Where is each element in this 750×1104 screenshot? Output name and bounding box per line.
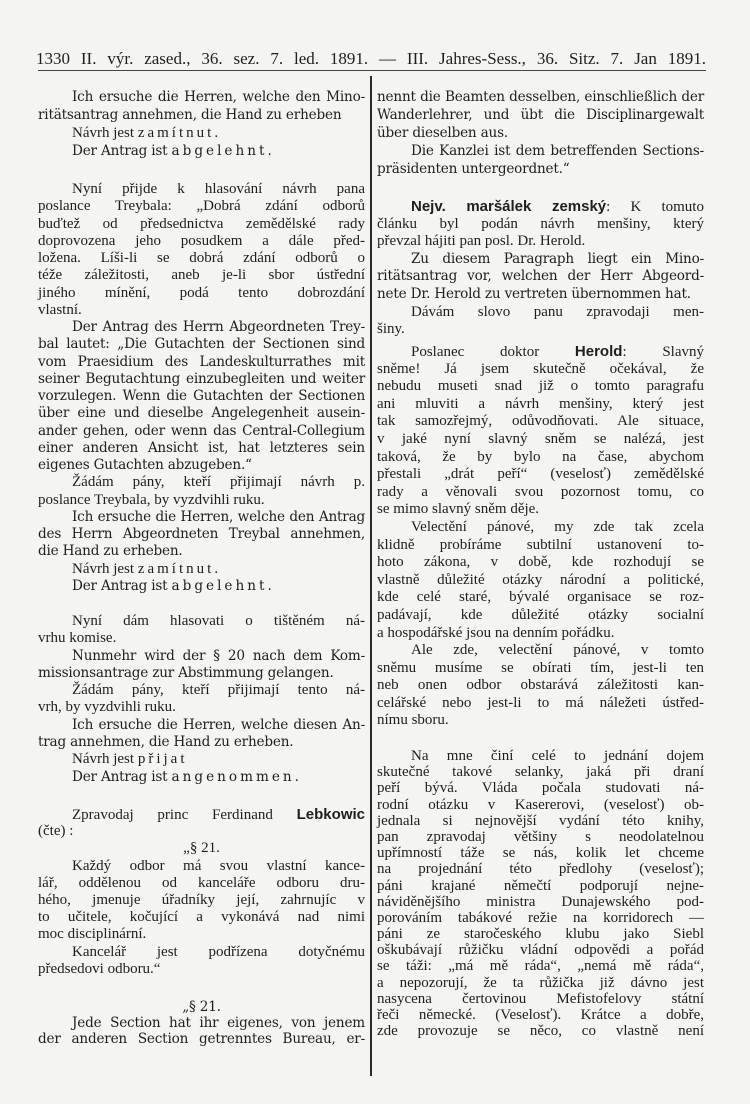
text-line — [38, 198, 365, 215]
text-line — [377, 625, 704, 643]
text-segment: rady a věnovali svou pozornost tomu, co — [377, 483, 704, 500]
text-segment: Velectění pánové, my zde tak zcela — [411, 518, 704, 535]
text-line — [377, 1007, 704, 1023]
text-segment: jiného mínění, podá tento dobrozdání — [38, 284, 365, 301]
paragraph — [377, 198, 704, 251]
left-column-block-4 — [38, 806, 365, 978]
text-segment: nasycena čertovinou Mefistofelovy státní — [377, 990, 704, 1007]
text-line — [38, 769, 365, 786]
left-column-block-3 — [38, 613, 365, 786]
text-segment: a nepozorují, že ta růžička již dávno jest — [377, 974, 704, 991]
text-line — [377, 894, 704, 910]
text-segment: Der Antrag des Herrn Abgeordneten Trey- — [72, 319, 365, 335]
text-line — [377, 695, 704, 713]
text-segment: přestali „drát peří“ (veselosť) zemědělské — [377, 466, 704, 483]
text-line — [377, 829, 704, 845]
paragraph — [377, 251, 704, 304]
text-line — [38, 806, 365, 823]
text-line — [377, 780, 704, 796]
text-line — [38, 354, 365, 371]
text-segment: buďtež od předsednictva zemědělské rady — [38, 215, 365, 232]
text-line — [38, 1031, 365, 1047]
text-segment: taková, že by bylo na čase, abychom — [377, 448, 704, 465]
text-segment: präsidenten untergeordnet.“ — [377, 161, 570, 177]
text-line — [38, 999, 365, 1015]
text-segment: ložena. Líši-li se dobrá zdání odborů o — [38, 250, 365, 266]
text-line — [377, 449, 704, 467]
text-segment: „§ 21. — [183, 840, 220, 857]
text-segment: oškubávají růžičku vládní odpovědi a pořád — [377, 942, 704, 959]
text-line — [377, 813, 704, 829]
text-line — [377, 88, 704, 106]
text-segment: : Slavný — [622, 344, 704, 360]
text-segment: poslance Treybala: „Dobrá zdání odborů — [38, 198, 365, 215]
text-segment: v jaké nyní slavný sněm se nalézá, jest — [377, 430, 704, 447]
text-line — [377, 396, 704, 414]
text-line — [38, 216, 365, 233]
text-line — [377, 861, 704, 877]
paragraph — [38, 1015, 365, 1047]
text-line — [38, 457, 365, 474]
paragraph — [377, 304, 704, 339]
text-line — [377, 431, 704, 449]
text-line — [38, 88, 365, 106]
paragraph — [38, 319, 365, 474]
text-line — [377, 958, 704, 974]
text-segment: eigenes Gutachten abzugeben.“ — [38, 457, 252, 473]
emphasized-word: angenommen — [171, 768, 295, 785]
text-segment: des Herrn Abgeordneten Treybal annehmen, — [38, 526, 365, 542]
header-rule — [38, 70, 706, 71]
text-segment: Der Antrag ist — [72, 577, 172, 594]
emphasized-word: zamítnut — [137, 560, 215, 577]
text-segment: Kancelář jest podřízena dotyčnému — [72, 943, 365, 960]
text-segment: Die Kanzlei ist dem betreffenden Sections- — [411, 143, 704, 159]
text-line — [377, 607, 704, 625]
paragraph — [38, 717, 365, 752]
text-line — [38, 267, 365, 284]
paragraph — [38, 142, 365, 160]
text-segment: nebudu museti snad již o tomto paragrafu — [377, 378, 704, 395]
text-line — [377, 343, 704, 361]
paragraph — [377, 343, 704, 519]
text-segment: sněme! Já jsem skutečně očekával, že — [377, 360, 704, 377]
text-segment: der anderen Section getrenntes Bureau, er- — [38, 1031, 365, 1047]
paragraph — [377, 642, 704, 730]
paragraph — [38, 561, 365, 578]
text-segment: Návrh jest — [72, 751, 138, 768]
paragraph — [38, 944, 365, 978]
text-segment: Návrh jest — [72, 125, 138, 141]
text-line — [38, 926, 365, 943]
text-line — [377, 361, 704, 379]
text-segment: Návrh jest — [72, 560, 138, 577]
text-line — [38, 181, 365, 198]
text-segment: vrhu komise. — [38, 630, 117, 647]
text-line — [377, 304, 704, 322]
text-segment: a hospodářské jsou na denním pořádku. — [377, 624, 615, 641]
text-line — [377, 268, 704, 286]
text-segment: Žádám pány, kteří přijimají návrh p. — [72, 474, 365, 491]
text-line — [38, 875, 365, 892]
text-line — [38, 423, 365, 440]
text-segment: Der Antrag ist — [72, 143, 172, 159]
text-line — [377, 413, 704, 431]
text-line — [377, 660, 704, 678]
left-column-block-5 — [38, 999, 365, 1047]
text-line — [377, 160, 704, 178]
text-line — [377, 142, 704, 160]
text-line — [377, 797, 704, 813]
text-line — [377, 910, 704, 926]
text-segment: Wanderlehrer, und übt die Disciplinargewalt — [377, 107, 704, 123]
text-segment: Zpravodaj princ Ferdinand — [72, 807, 297, 823]
text-segment: missionsantrage zur Abstimmung gelangen. — [38, 664, 334, 681]
text-segment: ander gehen, oder wenn das Central-Collegium — [38, 422, 365, 439]
text-line — [377, 321, 704, 339]
text-line — [38, 578, 365, 595]
speaker-name: Lebkowic — [296, 806, 365, 823]
text-segment: upřímností táže se nás, kolik let chceme — [377, 845, 704, 862]
text-segment: Žádám pány, kteří přijimají tento ná- — [72, 682, 365, 699]
text-line — [38, 142, 365, 160]
paragraph — [38, 578, 365, 595]
text-line — [38, 858, 365, 875]
text-line — [38, 509, 365, 526]
text-line — [38, 892, 365, 909]
text-segment: Der Antrag ist — [72, 768, 172, 785]
text-line — [38, 665, 365, 682]
text-line — [377, 764, 704, 780]
text-line — [377, 501, 704, 519]
text-segment: vlastně důležité otázky národní a politické, — [377, 571, 704, 588]
text-segment: Zu diesem Paragraph liegt ein Mino- — [411, 250, 704, 267]
text-segment: to učitele, kočující a vykonává nad nimi — [38, 909, 365, 926]
paragraph — [38, 509, 365, 561]
paragraph — [38, 806, 365, 840]
text-line — [38, 526, 365, 543]
text-segment: Nyní dám hlasovati o tištěném ná- — [72, 613, 365, 629]
left-column-block-2 — [38, 181, 365, 595]
text-segment: doprovozena jeho posudkem a dále před- — [38, 232, 365, 249]
text-line — [377, 537, 704, 555]
text-line — [38, 388, 365, 405]
text-line — [38, 561, 365, 578]
paragraph — [38, 124, 365, 142]
text-segment: lář, oddělenou od kanceláře odboru dru- — [38, 874, 365, 891]
paragraph — [38, 682, 365, 717]
text-line — [377, 845, 704, 861]
text-segment: náviděnějšího ministra Dunajewského pod- — [377, 893, 704, 910]
text-segment: kde celé staré, bývalé organisace se roz- — [377, 589, 704, 606]
paragraph — [38, 181, 365, 319]
text-segment: (čte) : — [38, 823, 74, 840]
text-segment: šiny. — [377, 321, 405, 338]
text-segment: tak samozřejmý, odůvodňovati. Ale situace, — [377, 413, 704, 430]
text-segment: trag annehmen, die Hand zu erheben. — [38, 734, 294, 751]
text-line — [377, 712, 704, 730]
speaker-name: Nejv. maršálek zemský — [411, 198, 607, 215]
text-line — [377, 589, 704, 607]
text-line — [377, 519, 704, 537]
text-segment: nete Dr. Herold zu vertreten übernommen hat. — [377, 285, 691, 302]
text-line — [377, 466, 704, 484]
text-segment: ritätsantrag vor, welchen der Herr Abgeord- — [377, 268, 704, 285]
text-segment: Poslanec doktor — [411, 344, 575, 360]
text-segment: einer anderen Ansicht ist, hat letzteres sein — [38, 439, 365, 456]
text-line — [38, 613, 365, 630]
text-segment: jednala si nejnovější vydání této knihy, — [377, 812, 704, 829]
text-segment: . — [214, 125, 219, 141]
text-line — [38, 233, 365, 250]
text-segment: Na mne činí celé to jednání dojem — [411, 748, 704, 764]
paragraph — [38, 769, 365, 786]
text-line — [38, 699, 365, 716]
text-segment: vrh, by vyzdvihli ruku. — [38, 699, 176, 716]
paragraph — [377, 88, 704, 142]
text-line — [377, 378, 704, 396]
text-segment: Ale zde, velectění pánové, v tomto — [411, 642, 704, 659]
right-column-block-4 — [377, 748, 704, 1039]
text-line — [377, 1023, 704, 1039]
text-line — [38, 734, 365, 751]
text-segment: ani mluviti a návrh menšiny, který jest — [377, 395, 704, 412]
text-line — [377, 484, 704, 502]
text-line — [38, 371, 365, 388]
text-segment: klidně probíráme subtilní ustanovení to- — [377, 536, 704, 553]
text-line — [38, 106, 365, 124]
text-line — [38, 1015, 365, 1031]
text-line — [377, 124, 704, 142]
text-line — [38, 250, 365, 267]
text-line — [38, 319, 365, 336]
text-segment: řeči německé. (Veselosť). Krátce a dobře, — [377, 1007, 704, 1023]
text-segment: zde provozuje se něco, co vlastně není — [377, 1023, 704, 1040]
text-segment: vom Praesidium des Landeskulturrathes mit — [38, 353, 365, 370]
column-divider — [370, 76, 372, 1076]
text-line — [377, 748, 704, 764]
text-segment: neb onen odbor obstarává záležitosti kan- — [377, 677, 704, 694]
text-line — [38, 302, 365, 319]
text-segment: die Hand zu erheben. — [38, 543, 183, 560]
text-segment: vorzulegen. Wenn die Gutachten der Sectionen — [38, 388, 365, 404]
text-line — [38, 840, 365, 857]
text-line — [377, 878, 704, 894]
text-line — [38, 961, 365, 978]
text-segment: článku byl podán návrh menšiny, který — [377, 215, 704, 232]
text-line — [38, 751, 365, 768]
page-header: 1330 II. výr. zased., 36. sez. 7. led. 1891. — III. Jahres-Sess., 36. Sitz. 7. Jan 1891. — [36, 49, 706, 68]
emphasized-word: abgelehnt — [171, 577, 268, 594]
text-line — [377, 926, 704, 942]
text-line — [38, 682, 365, 699]
text-segment: na projednání této předlohy (veselosť); — [377, 861, 704, 878]
text-segment: nímu sboru. — [377, 712, 449, 729]
paragraph — [377, 519, 704, 642]
text-segment: celářské nebo jest-li to má náležeti ústřed- — [377, 694, 704, 711]
paragraph — [38, 858, 365, 944]
paragraph — [38, 613, 365, 648]
text-segment: Nunmehr wird der § 20 nach dem Kom- — [72, 647, 365, 664]
text-segment: Ich ersuche die Herren, welche diesen An- — [72, 716, 365, 733]
text-segment: . — [214, 560, 219, 577]
text-segment: předsedovi odboru.“ — [38, 960, 161, 977]
text-segment: porováním tabákové režie na korridorech — — [377, 909, 704, 926]
text-segment: hého, jmenuje úřadníky její, zahrnujíc v — [38, 891, 365, 908]
text-line — [38, 124, 365, 142]
text-segment: Ich ersuche die Herren, welche den Antrag — [72, 508, 365, 525]
text-line — [38, 909, 365, 926]
text-segment: padávají, kde důležité otázky socialní — [377, 606, 704, 623]
paragraph — [377, 142, 704, 178]
text-line — [38, 944, 365, 961]
text-segment: vlastní. — [38, 301, 82, 318]
emphasized-word: přijat — [137, 751, 188, 768]
text-line — [38, 543, 365, 560]
text-segment: rodní otázku v Kasererovi, (veselosť) ob- — [377, 796, 704, 813]
text-line — [38, 440, 365, 457]
text-line — [377, 106, 704, 124]
text-segment: bal lautet: „Die Gutachten der Sectionen sind — [38, 336, 365, 353]
text-line — [377, 554, 704, 572]
section-heading — [38, 840, 365, 857]
emphasized-word: zamítnut — [137, 125, 215, 141]
text-segment: seiner Begutachtung einzubegleiten und weiter — [38, 370, 365, 387]
speaker-name: Herold — [574, 343, 623, 360]
text-segment: Dávám slovo panu zpravodaji men- — [411, 303, 704, 320]
text-line — [38, 717, 365, 734]
text-segment: páni krajané němečtí podporují nejne- — [377, 877, 704, 894]
text-segment: téže záležitosti, aneb je-li sbor ústřední — [38, 267, 365, 284]
text-segment: moc disciplinární. — [38, 926, 147, 943]
text-segment: peří bývá. Vláda počala studovati ná- — [377, 780, 704, 797]
text-line — [377, 233, 704, 251]
text-segment: . — [294, 768, 299, 785]
text-line — [38, 405, 365, 422]
text-line — [377, 216, 704, 234]
text-segment: Nyní přijde k hlasování návrh pana — [72, 181, 365, 197]
text-segment: páni ze staročeského klubu jako Siebl — [377, 926, 704, 943]
right-column-block-1 — [377, 88, 704, 178]
text-segment: hoto zákona, v době, kde rozhodují se — [377, 554, 704, 571]
right-column-block-2 — [377, 198, 704, 339]
text-segment: sněmu musíme se obírati tím, jest-li ten — [377, 659, 704, 676]
text-segment: pan zpravodaj většiny s neodolatelnou — [377, 828, 704, 845]
text-segment: se táži: „má mě ráda“, „nemá mě ráda“, — [377, 958, 704, 975]
text-line — [38, 630, 365, 647]
text-segment: . — [267, 577, 272, 594]
text-segment: „§ 21. — [182, 999, 221, 1015]
right-column-block-3 — [377, 343, 704, 730]
text-line — [38, 492, 365, 509]
text-line — [377, 642, 704, 660]
paragraph — [38, 648, 365, 683]
text-segment: Každý odbor má svou vlastní kance- — [72, 857, 365, 874]
text-segment: : K tomuto — [606, 199, 704, 215]
text-segment: ritätsantrag annehmen, die Hand zu erheben — [38, 107, 342, 123]
text-line — [38, 648, 365, 665]
text-line — [377, 942, 704, 958]
text-segment: Jede Section hat ihr eigenes, von jenem — [72, 1015, 365, 1031]
text-segment: über eine und dieselbe Angelegenheit ausein- — [38, 405, 365, 422]
paragraph — [38, 88, 365, 124]
text-segment: nennt die Beamten desselben, einschließlich der — [377, 89, 704, 105]
text-line — [377, 991, 704, 1007]
text-segment: über dieselben aus. — [377, 125, 508, 141]
section-heading — [38, 999, 365, 1015]
text-line — [38, 285, 365, 302]
text-line — [377, 286, 704, 304]
text-segment: Ich ersuche die Herren, welche den Mino- — [72, 89, 365, 105]
text-segment: se mimo slavný sněm děje. — [377, 501, 540, 518]
paragraph — [377, 748, 704, 1039]
text-line — [377, 677, 704, 695]
left-column-block-1 — [38, 88, 365, 160]
paragraph — [38, 474, 365, 509]
text-segment: poslance Treybala, by vyzdvihli ruku. — [38, 491, 265, 508]
text-line — [377, 198, 704, 216]
text-line — [38, 336, 365, 353]
text-line — [38, 474, 365, 491]
text-line — [377, 572, 704, 590]
text-line — [377, 251, 704, 269]
text-segment: . — [267, 143, 272, 159]
text-line — [38, 823, 365, 840]
emphasized-word: abgelehnt — [171, 143, 268, 159]
text-segment: skutečné takové selanky, jaká při draní — [377, 764, 704, 781]
text-segment: převzal hájiti pan posl. Dr. Herold. — [377, 233, 586, 250]
text-line — [377, 975, 704, 991]
paragraph — [38, 751, 365, 768]
